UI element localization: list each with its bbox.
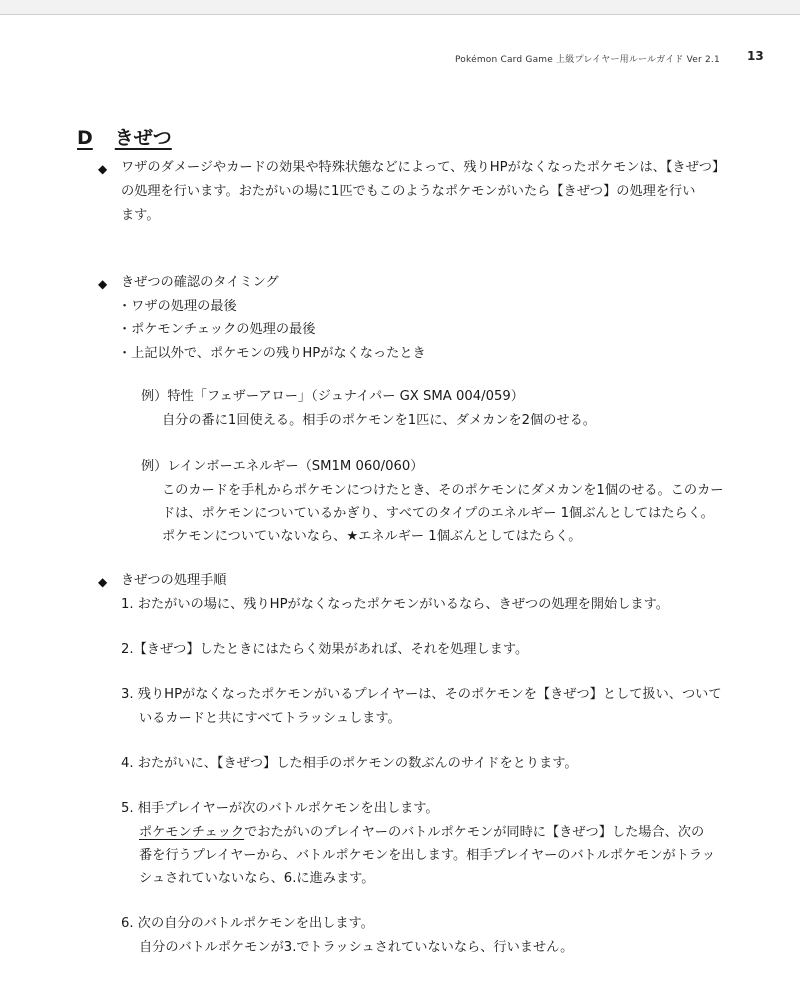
procedure-step-continued: いるカードと共にすべてトラッシュします。: [139, 711, 401, 726]
running-header: Pokémon Card Game 上級プレイヤー用ルールガイド Ver 2.1: [455, 55, 720, 65]
example-text: ポケモンについていないなら、★エネルギー 1個ぶんとしてはたらく。: [162, 529, 582, 544]
intro-line: ます。: [121, 208, 160, 223]
procedure-step: 4. おたがいに、【きぜつ】した相手のポケモンの数ぶんのサイドをとります。: [121, 756, 578, 771]
procedure-step-detail: シュされていないなら、6.に進みます。: [139, 871, 375, 886]
example-text: このカードを手札からポケモンにつけたとき、そのポケモンにダメカンを1個のせる。このカー: [162, 483, 724, 498]
pokemon-check-link[interactable]: ポケモンチェック: [139, 825, 245, 840]
procedure-step: 1. おたがいの場に、残りHPがなくなったポケモンがいるなら、きぜつの処理を開始します。: [121, 597, 669, 612]
procedure-step-detail: [139, 825, 704, 841]
intro-line: の処理を行います。おたがいの場に1匹でもこのようなポケモンがいたら【きぜつ】の処理を行い: [121, 184, 696, 199]
section-title: [77, 123, 172, 150]
procedure-step: 3. 残りHPがなくなったポケモンがいるプレイヤーは、そのポケモンを【きぜつ】として扱い、ついて: [121, 687, 722, 702]
intro-line: ワザのダメージやカードの効果や特殊状態などによって、残りHPがなくなったポケモンは、【きぜつ】: [121, 160, 726, 175]
diamond-bullet-icon: ◆: [98, 575, 108, 589]
page-number: 13: [747, 49, 764, 63]
diamond-bullet-icon: ◆: [98, 277, 108, 291]
procedure-detail-text: でおたがいのプレイヤーのバトルポケモンが同時に【きぜつ】した場合、次の: [244, 825, 705, 840]
section-title-text: きぜつ: [114, 127, 172, 149]
procedure-step: 2.【きぜつ】したときにはたらく効果があれば、それを処理します。: [121, 642, 529, 657]
diamond-bullet-icon: ◆: [98, 162, 108, 176]
timing-item: ・ポケモンチェックの処理の最後: [118, 322, 316, 337]
example-text: 自分の番に1回使える。相手のポケモンを1匹に、ダメカンを2個のせる。: [162, 413, 596, 428]
procedure-step-detail: 番を行うプレイヤーから、バトルポケモンを出します。相手プレイヤーのバトルポケモンがトラッ: [139, 848, 716, 863]
procedure-step: 6. 次の自分のバトルポケモンを出します。: [121, 916, 374, 931]
procedure-heading: きぜつの処理手順: [121, 573, 227, 588]
example-text: ドは、ポケモンについているかぎり、すべてのタイプのエネルギー 1個ぶんとしてはたらく。: [162, 506, 714, 521]
example-title: 例）レインボーエネルギー（SM1M 060/060）: [141, 459, 424, 474]
procedure-step-continued: 自分のバトルポケモンが3.でトラッシュされていないなら、行いません。: [139, 940, 574, 955]
example-title: 例）特性「フェザーアロー」（ジュナイパー GX SMA 004/059）: [141, 389, 524, 404]
timing-heading: きぜつの確認のタイミング: [121, 275, 279, 290]
section-letter: D: [77, 127, 93, 149]
timing-item: ・ワザの処理の最後: [118, 299, 237, 314]
timing-item: ・上記以外で、ポケモンの残りHPがなくなったとき: [118, 346, 426, 361]
page-top-edge: [0, 0, 800, 15]
procedure-step: 5. 相手プレイヤーが次のバトルポケモンを出します。: [121, 801, 439, 816]
